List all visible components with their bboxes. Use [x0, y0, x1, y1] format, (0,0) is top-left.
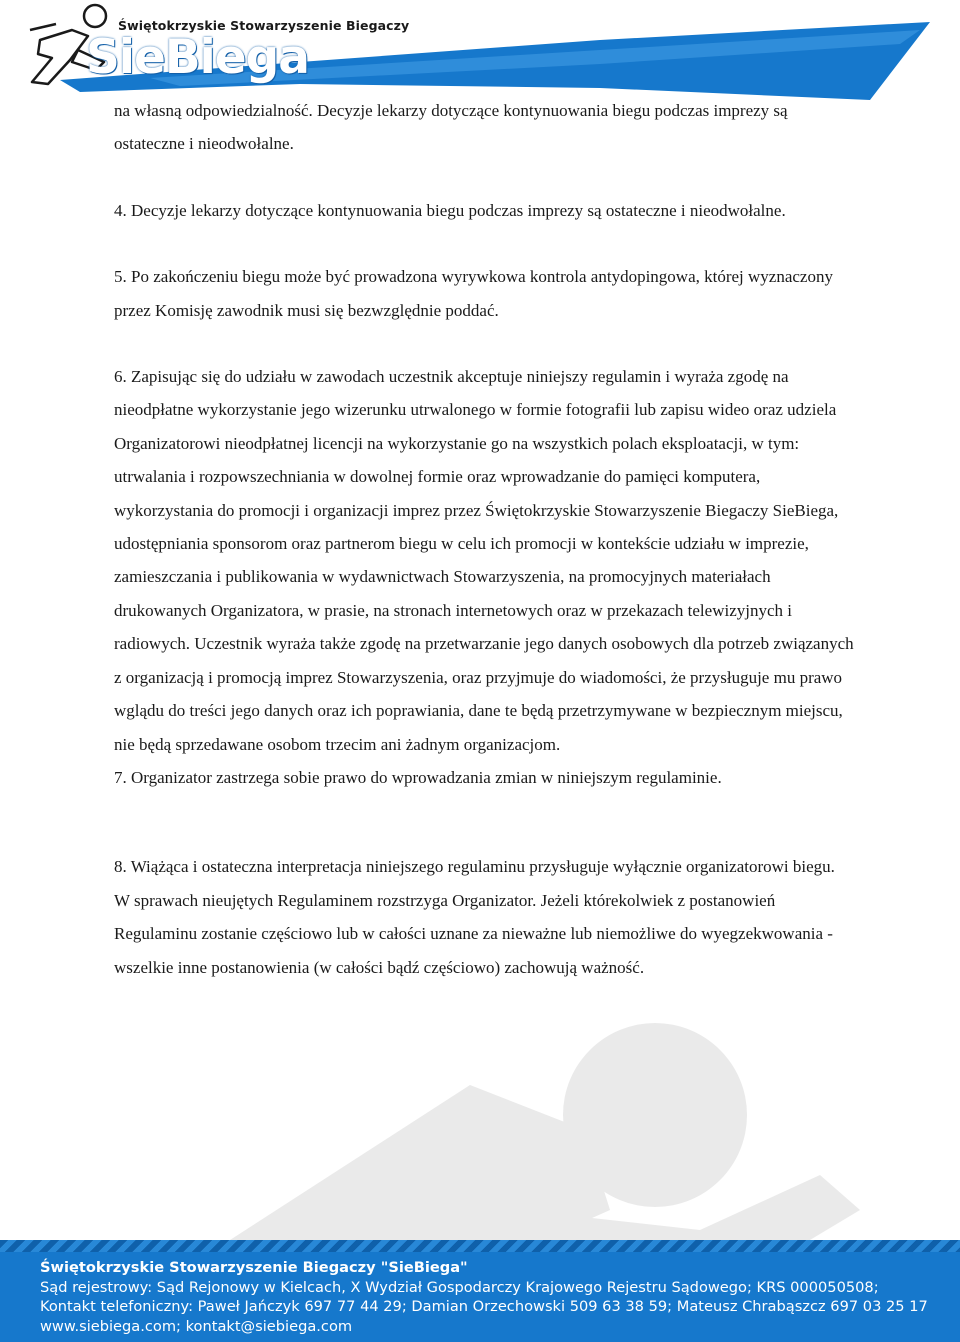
page-header — [0, 0, 960, 105]
paragraph-8: 8. Wiążąca i ostateczna interpretacja niniejszego regulaminu przysługuje wyłącznie organizatorowi biegu. W sprawach nieujętych Regulaminem rozstrzyga Organizator. Jeżeli którekolwiek z postanowień Regulaminu zostanie częściowo lub w całości uznane za nieważne lub niemożliwe do wyegzekwowania - wszelkie inne postanowienia (w całości bądź częściowo) zachowują ważność. — [114, 857, 835, 977]
paragraph-continuation: na własną odpowiedzialność. Decyzje lekarzy dotyczące kontynuowania biegu podczas imprezy są ostateczne i nieodwołalne. — [114, 101, 788, 154]
document-body — [114, 94, 854, 984]
page-footer — [0, 1240, 960, 1342]
logo-wordmark: SieBiega — [86, 30, 310, 85]
logo-subtitle: Świętokrzyskie Stowarzyszenie Biegaczy — [118, 18, 410, 33]
paragraph-5: 5. Po zakończeniu biegu może być prowadzona wyrywkowa kontrola antydopingowa, której wyznaczony przez Komisję zawodnik musi się bezwzględnie poddać. — [114, 267, 833, 320]
paragraph-7: 7. Organizator zastrzega sobie prawo do wprowadzania zmian w niniejszym regulaminie. — [114, 767, 722, 787]
footer-organization: Świętokrzyskie Stowarzyszenie Biegaczy "SieBiega" — [40, 1259, 468, 1276]
paragraph-6: 6. Zapisując się do udziału w zawodach uczestnik akceptuje niniejszy regulamin i wyraża zgodę na nieodpłatne wykorzystanie jego wizerunku utrwalonego w formie fotografii lub zapisu wideo oraz udziela Organizatorowi nieodpłatnej licencji na wykorzystanie go na wszystkich polach eksploatacji, w tym: utrwalania i rozpowszechniania w dowolnej formie oraz wprowadzanie do pamięci komputera, wykorzystania do promocji i organizacji imprez przez Świętokrzyskie Stowarzyszenie Biegaczy SieBiega, udostępniania sponsorom oraz partnerom biegu w celu ich promocji w kontekście udziału w imprezie, zamieszczania i publikowania w wydawnictwach Stowarzyszenia, na promocyjnych materiałach drukowanych Organizatora, w prasie, na stronach internetowych oraz w przekazach telewizyjnych i radiowych. Uczestnik wyraża także zgodę na przetwarzanie jego danych osobowych dla potrzeb związanych z organizacją i promocją imprez Stowarzyszenia, oraz przyjmuje do wiadomości, że przysługuje mu prawo wglądu do treści jego danych oraz ich poprawiania, dane te będą przetrzymywane w bezpiecznym miejscu, nie będą sprzedawane osobom trzecim ani żadnym organizacjom. — [114, 367, 854, 754]
footer-registry: Sąd rejestrowy: Sąd Rejonowy w Kielcach, X Wydział Gospodarczy Krajowego Rejestru Sądowego; KRS 000050508; — [40, 1278, 879, 1296]
footer-stripe — [0, 1240, 960, 1252]
footer-web-email[interactable]: www.siebiega.com; kontakt@siebiega.com — [40, 1317, 353, 1335]
footer-phone-contacts: Kontakt telefoniczny: Paweł Jańczyk 697 77 44 29; Damian Orzechowski 509 63 38 59; Mateusz Chrabąszcz 697 03 25 17 — [40, 1298, 928, 1316]
paragraph-4: 4. Decyzje lekarzy dotyczące kontynuowania biegu podczas imprezy są ostateczne i nieodwołalne. — [114, 200, 786, 220]
